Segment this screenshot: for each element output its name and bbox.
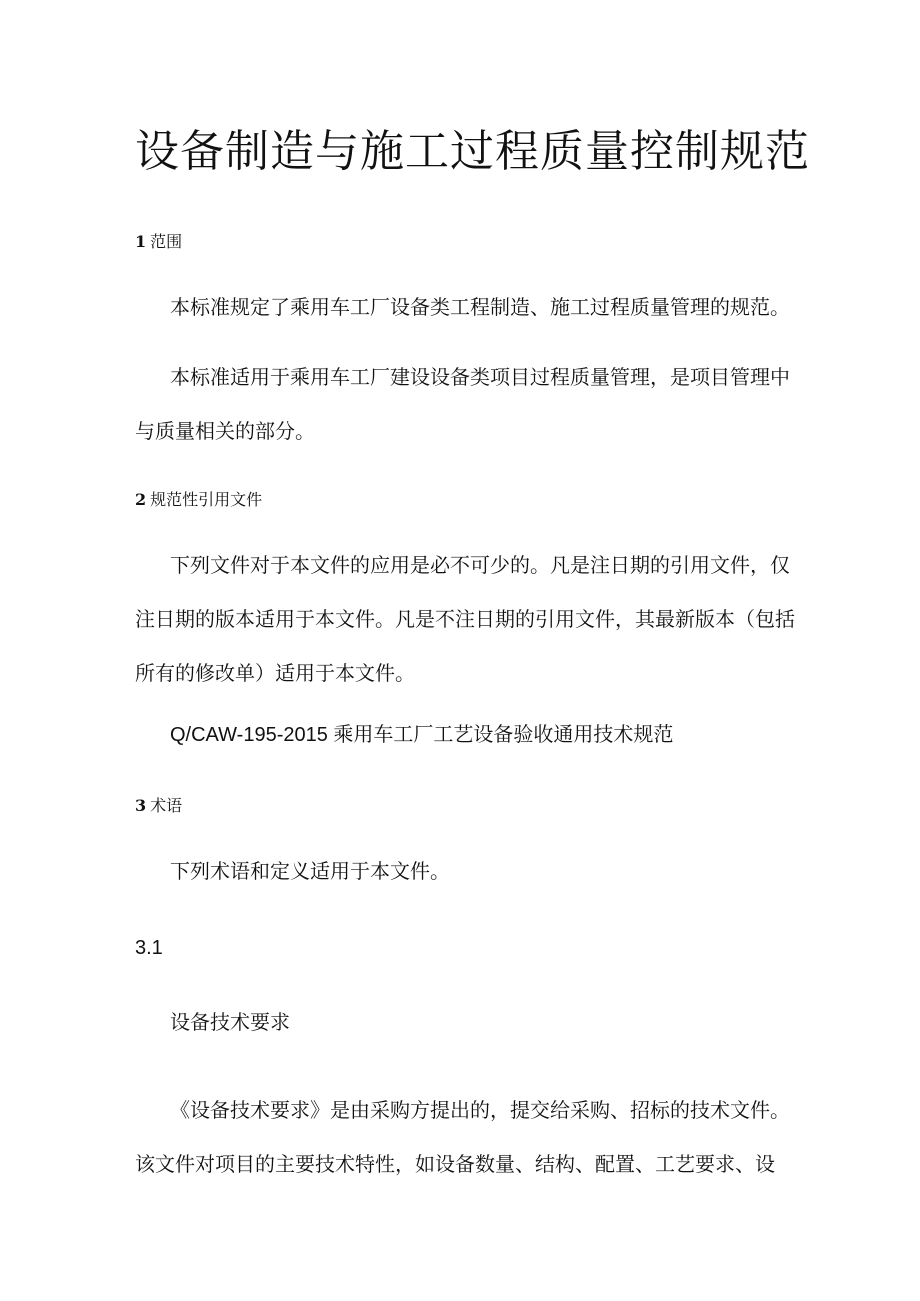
section-title: 规范性引用文件 xyxy=(150,490,263,509)
subsection-number: 3.1 xyxy=(135,937,163,959)
section-title: 范围 xyxy=(150,232,183,251)
section-3-heading xyxy=(135,794,182,818)
scope-paragraph-1: 本标准规定了乘用车工厂设备类工程制造、施工过程质量管理的规范。 xyxy=(170,295,790,319)
document-title: 设备制造与施工过程质量控制规范 xyxy=(135,126,810,177)
section-1-heading xyxy=(135,230,182,254)
term-definition: 《设备技术要求》是由采购方提出的，提交给采购、招标的技术文件。该文件对项目的主要技术特性，如设备数量、结构、配置、工艺要求、设 xyxy=(135,1098,790,1176)
scope-paragraph-2: 本标准适用于乘用车工厂建设设备类项目过程质量管理，是项目管理中与质量相关的部分。 xyxy=(135,365,790,443)
section-number: 1 xyxy=(135,232,147,251)
references-paragraph: 下列文件对于本文件的应用是必不可少的。凡是注日期的引用文件，仅注日期的版本适用于本文件。凡是不注日期的引用文件，其最新版本（包括所有的修改单）适用于本文件。 xyxy=(135,553,795,685)
subsection-term: 设备技术要求 xyxy=(170,1010,290,1034)
section-title: 术语 xyxy=(150,796,183,815)
reference-item: Q/CAW-195-2015 乘用车工厂工艺设备验收通用技术规范 xyxy=(170,724,674,746)
section-number: 2 xyxy=(135,490,147,509)
section-2-heading xyxy=(135,488,262,512)
section-number: 3 xyxy=(135,796,147,815)
terms-intro: 下列术语和定义适用于本文件。 xyxy=(170,859,450,883)
